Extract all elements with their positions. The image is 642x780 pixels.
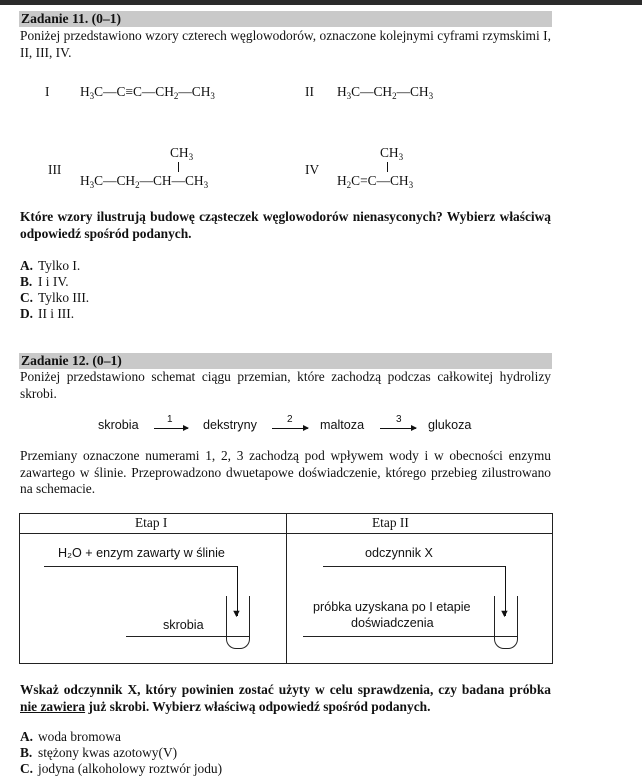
formula-IV-bond bbox=[387, 162, 388, 172]
arrow-2 bbox=[272, 428, 308, 429]
step-label-1: 1 bbox=[167, 414, 173, 425]
option-text: woda bromowa bbox=[38, 729, 121, 744]
formula-IV: $H_2C=C—CH_3$ bbox=[337, 173, 414, 190]
stage2-content-line2: doświadczenia bbox=[351, 616, 434, 630]
formula-II: $H_3C—CH_2—CH_3$ bbox=[337, 84, 434, 101]
stage1-content: skrobia bbox=[163, 618, 204, 632]
formula-IV-branch: $CH_3$ bbox=[380, 145, 404, 162]
formula-label-II: II bbox=[305, 84, 314, 99]
stage2-arrowhead: ▼ bbox=[499, 608, 510, 620]
chain-glukoza: glukoza bbox=[428, 418, 472, 432]
task11-intro: Poniżej przedstawiono wzory czterech węglowodorów, oznaczone kolejnymi cyframi rzymskimi I, II, III, IV. bbox=[20, 28, 551, 60]
formula-III: $H_3C—CH_2—CH—CH_3$ bbox=[80, 173, 209, 190]
formula-label-I: I bbox=[45, 84, 50, 99]
stage1-test-tube bbox=[226, 596, 250, 649]
chain-maltoza: maltoza bbox=[320, 418, 365, 432]
top-bar bbox=[0, 0, 642, 5]
option-letter: C. bbox=[20, 290, 34, 305]
task11-header: Zadanie 11. (0–1) bbox=[19, 11, 552, 27]
stage1-reagent: H₂O + enzym zawarty w ślinie bbox=[58, 546, 225, 560]
option-text: I i IV. bbox=[38, 274, 69, 289]
question-text: już skrobi. Wybierz właściwą odpowiedź spośród podanych. bbox=[85, 698, 431, 714]
task12-question bbox=[20, 682, 551, 715]
option-text: stężony kwas azotowy(V) bbox=[38, 745, 178, 760]
task12-option-a[interactable] bbox=[20, 729, 121, 745]
task11-question: Które wzory ilustrują budowę cząsteczek węglowodorów nienasyconych? Wybierz właściwą odpowiedź spośród podanych. bbox=[20, 209, 551, 241]
task11-option-a[interactable] bbox=[20, 258, 80, 274]
option-text: II i III. bbox=[38, 306, 75, 321]
task11-option-b[interactable] bbox=[20, 274, 69, 290]
formula-III-bond bbox=[178, 162, 179, 172]
task12-option-c[interactable] bbox=[20, 761, 222, 777]
stage2-title: Etap II bbox=[372, 515, 409, 530]
step-label-2: 2 bbox=[287, 414, 293, 425]
formula-label-IV: IV bbox=[305, 162, 320, 177]
task12-intro: Poniżej przedstawiono schemat ciągu przemian, które zachodzą podczas całkowitej hydrolizy skrobi. bbox=[20, 369, 551, 401]
option-text: Tylko I. bbox=[38, 258, 81, 273]
formula-label-III: III bbox=[48, 162, 62, 177]
option-letter: A. bbox=[20, 258, 34, 273]
stage1-arrowhead: ▼ bbox=[231, 608, 242, 620]
task11-option-c[interactable] bbox=[20, 290, 89, 306]
option-letter: C. bbox=[20, 761, 34, 776]
scheme-column-divider bbox=[286, 513, 287, 663]
option-text: Tylko III. bbox=[38, 290, 90, 305]
chain-skrobia: skrobia bbox=[98, 418, 139, 432]
option-text: jodyna (alkoholowy roztwór jodu) bbox=[38, 761, 223, 776]
option-letter: B. bbox=[20, 274, 33, 289]
arrow-1 bbox=[154, 428, 188, 429]
stage2-reagent: odczynnik X bbox=[365, 546, 433, 560]
formula-I: $H_3C—C\equiv C—CH_2—CH_3$ bbox=[80, 84, 215, 101]
stage1-title: Etap I bbox=[135, 515, 168, 530]
task12-option-b[interactable] bbox=[20, 745, 177, 761]
task12-description: Przemiany oznaczone numerami 1, 2, 3 zachodzą pod wpływem wody i w obecności enzymu zawartego w ślinie. Przeprowadzono dwuetapowe doświadczenie, którego przebieg zilustrowano na schemacie. bbox=[20, 448, 551, 496]
option-letter: B. bbox=[20, 745, 33, 760]
stage2-reagent-line bbox=[323, 566, 506, 567]
stage1-reagent-line bbox=[44, 566, 238, 567]
stage2-content-line1: próbka uzyskana po I etapie bbox=[313, 600, 471, 614]
step-label-3: 3 bbox=[396, 414, 402, 425]
task11-option-d[interactable] bbox=[20, 306, 74, 322]
formula-III-branch: $CH_3$ bbox=[170, 145, 194, 162]
stage2-content-line bbox=[303, 636, 518, 637]
arrow-3 bbox=[380, 428, 416, 429]
stage2-test-tube bbox=[494, 596, 518, 649]
question-emphasis: nie zawiera bbox=[20, 698, 86, 714]
question-text: Wskaż odczynnik X, który powinien zostać użyty w celu sprawdzenia, czy badana próbka bbox=[20, 682, 551, 697]
task12-header: Zadanie 12. (0–1) bbox=[19, 353, 552, 369]
option-letter: A. bbox=[20, 729, 34, 744]
option-letter: D. bbox=[20, 306, 34, 321]
chain-dekstryny: dekstryny bbox=[203, 418, 257, 432]
